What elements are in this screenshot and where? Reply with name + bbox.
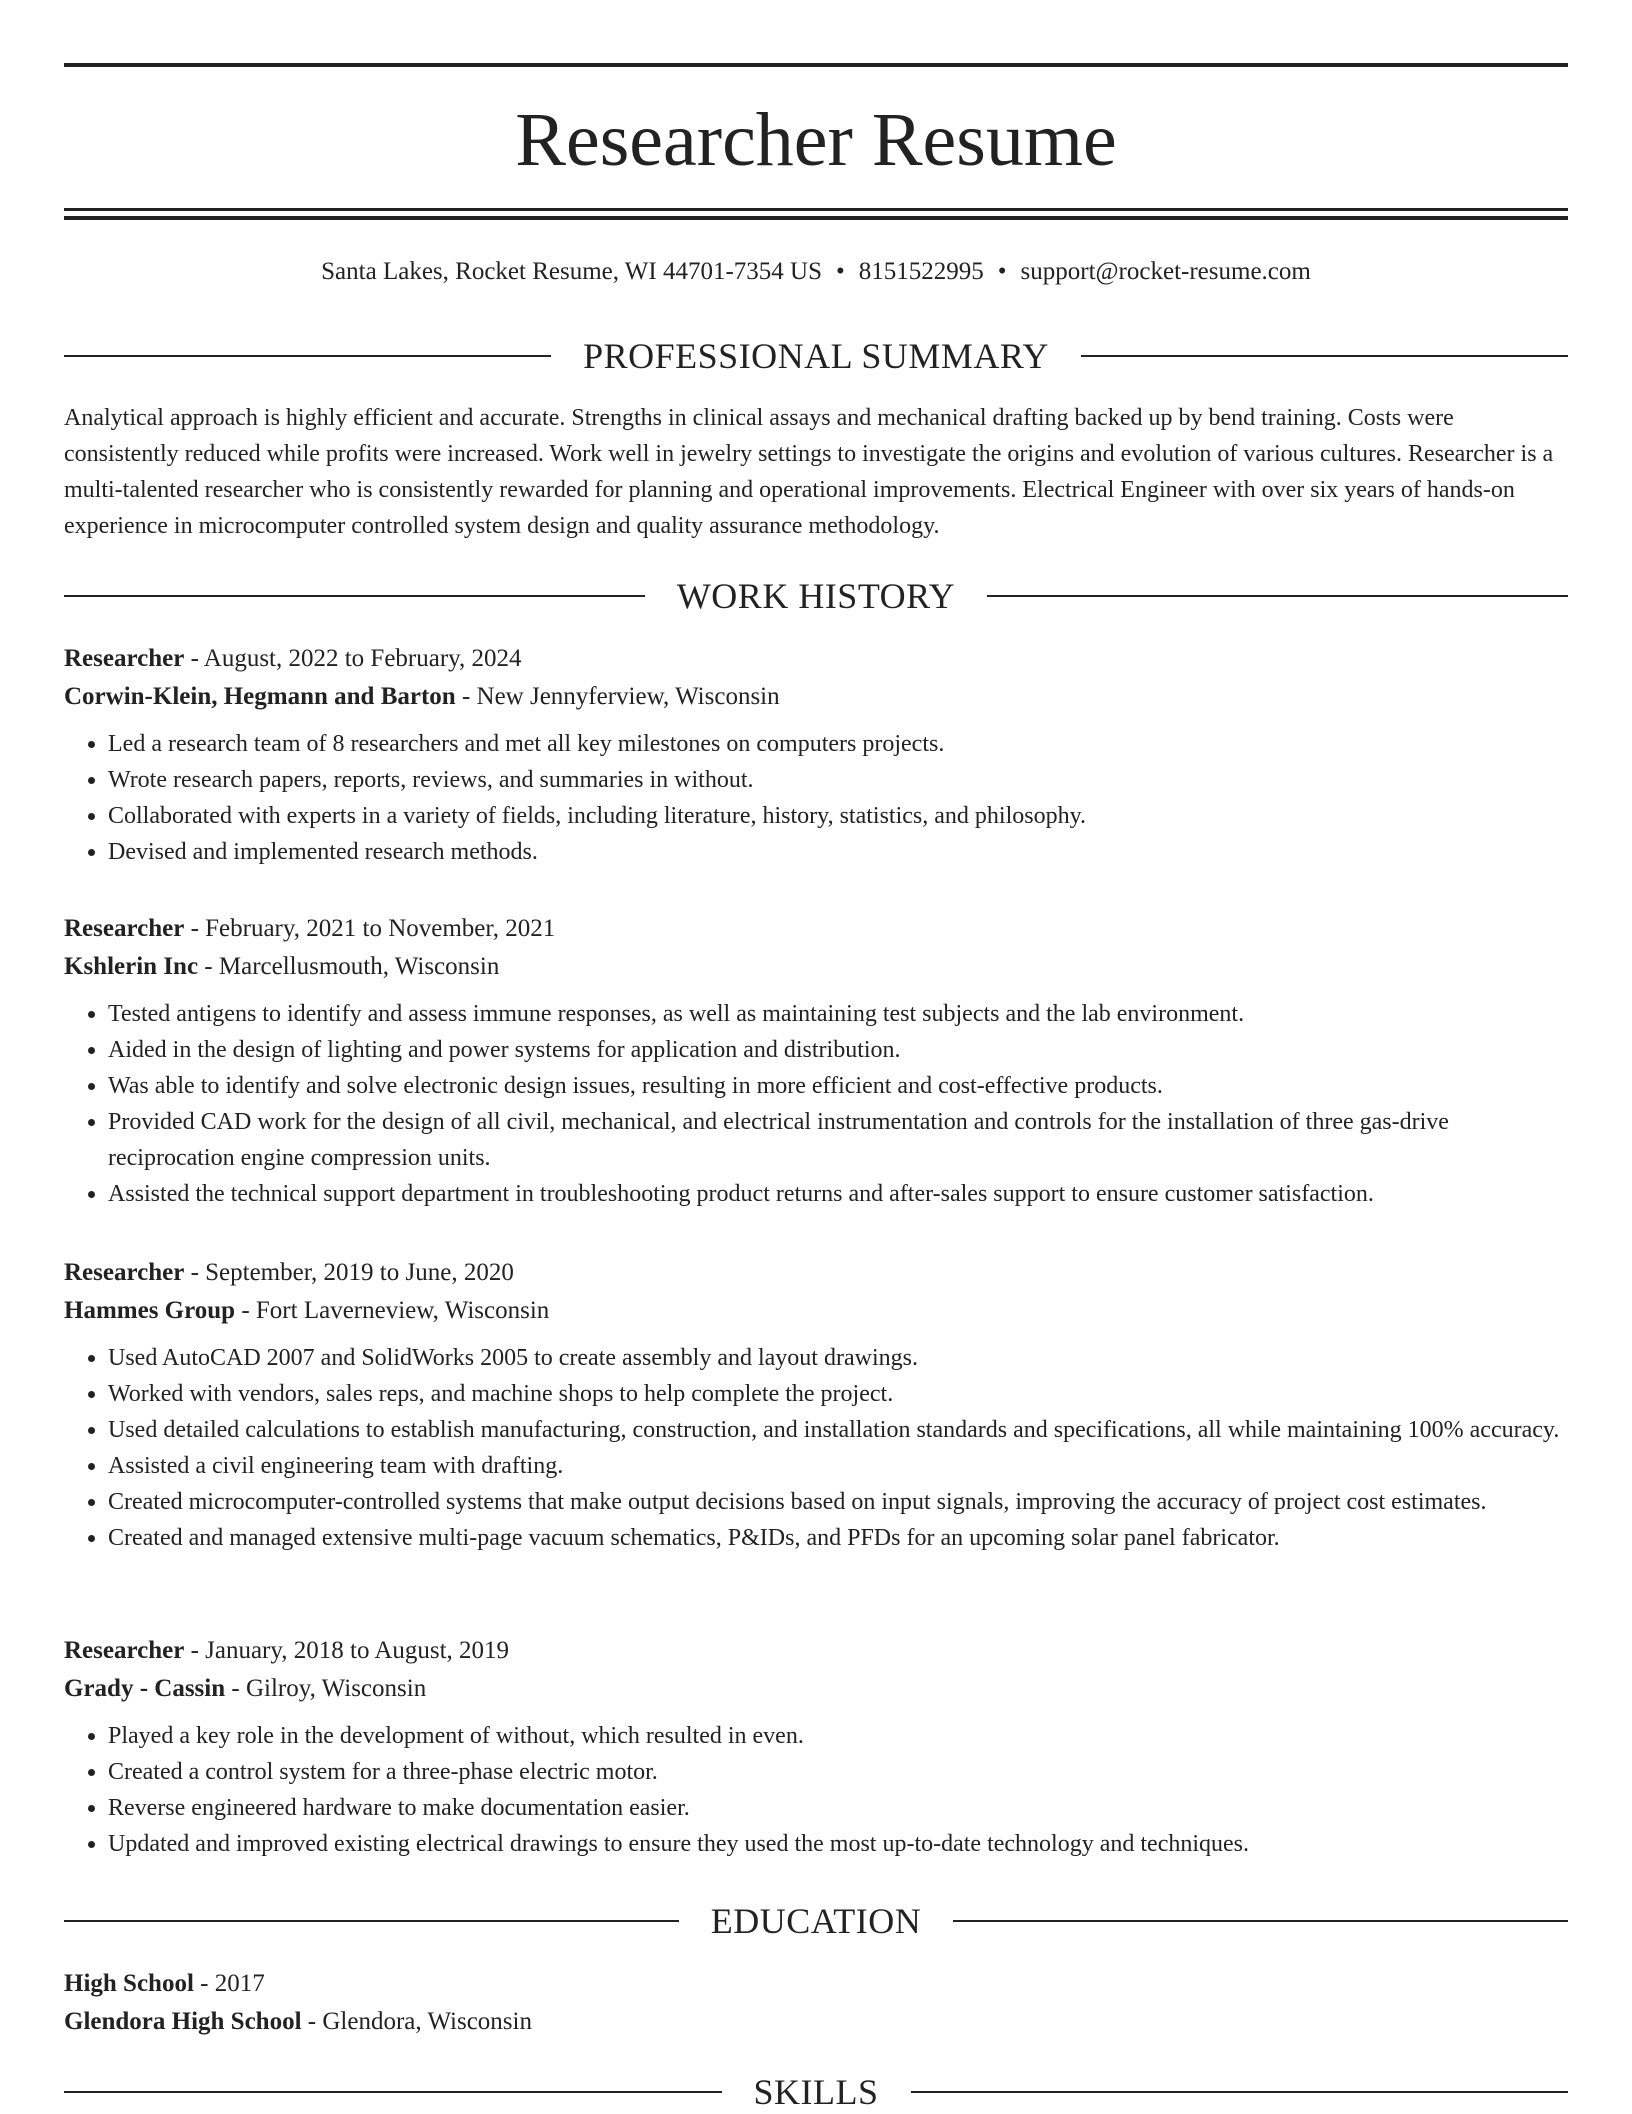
list-item: • Led a research team of 8 researchers and met all key milestones on computers projects. — [108, 726, 1568, 762]
section-header-education — [64, 1899, 1568, 1943]
job-bullets — [64, 1340, 1568, 1556]
job-title-line — [64, 910, 1568, 948]
job-title: Researcher — [64, 1637, 185, 1664]
job-location: - New Jennyferview, Wisconsin — [455, 683, 780, 710]
job-title-line — [64, 1632, 1568, 1670]
job-entry — [64, 1632, 1568, 1862]
education-location: - Glendora, Wisconsin — [301, 2008, 532, 2035]
contact-email: support@rocket-resume.com — [1020, 258, 1311, 285]
top-rule — [64, 63, 1568, 67]
section-title-education: EDUCATION — [710, 1901, 922, 1941]
title-rule-upper — [64, 208, 1568, 211]
education-degree: High School — [64, 1970, 194, 1997]
section-title-work: WORK HISTORY — [676, 576, 956, 616]
job-title-line — [64, 1254, 1568, 1292]
list-item: • Was able to identify and solve electronic design issues, resulting in more efficient and cost-effective products. — [108, 1068, 1568, 1104]
section-header-summary — [64, 334, 1568, 378]
section-rule — [953, 1920, 1568, 1922]
list-item: • Updated and improved existing electrical drawings to ensure they used the most up-to-date technology and techniques. — [108, 1826, 1568, 1862]
list-item: • Collaborated with experts in a variety of fields, including literature, history, statistics, and philosophy. — [108, 798, 1568, 834]
job-dates: - August, 2022 to February, 2024 — [184, 645, 522, 672]
job-company-line — [64, 1670, 1568, 1708]
section-title-summary: PROFESSIONAL SUMMARY — [583, 336, 1049, 376]
job-title: Researcher — [64, 645, 185, 672]
job-location: - Gilroy, Wisconsin — [225, 1675, 427, 1702]
section-header-skills — [64, 2070, 1568, 2114]
list-item: • Used AutoCAD 2007 and SolidWorks 2005 to create assembly and layout drawings. — [108, 1340, 1568, 1376]
job-company: Corwin-Klein, Hegmann and Barton — [64, 683, 456, 710]
summary-text: Analytical approach is highly efficient and accurate. Strengths in clinical assays and mechanical drafting backed up by bend training. Costs were consistently reduced while profits were increased. Work well in jewelry settings to investigate the origins and evolution of various cultures. Researcher is a multi-talented researcher who is consistently rewarded for planning and operational improvements. Electrical Engineer with over six years of hands-on experience in microcomputer controlled system design and quality assurance methodology. — [64, 405, 1554, 539]
job-company-line — [64, 948, 1568, 986]
section-rule — [911, 2091, 1569, 2093]
job-entry — [64, 640, 1568, 870]
list-item: • Assisted the technical support department in troubleshooting product returns and after-sales support to ensure customer satisfaction. — [108, 1176, 1568, 1212]
contact-phone: 8151522995 — [858, 258, 984, 285]
job-company: Hammes Group — [64, 1297, 236, 1324]
list-item: • Tested antigens to identify and assess immune responses, as well as maintaining test subjects and the lab environment. — [108, 996, 1568, 1032]
list-item: • Provided CAD work for the design of all civil, mechanical, and electrical instrumentation and controls for the installation of three gas-drive reciprocation engine compression units. — [108, 1104, 1568, 1176]
job-dates: - September, 2019 to June, 2020 — [184, 1259, 514, 1286]
title-rule-lower — [64, 216, 1568, 220]
section-rule — [64, 355, 551, 357]
job-bullets — [64, 996, 1568, 1212]
job-dates: - January, 2018 to August, 2019 — [184, 1637, 510, 1664]
job-location: - Marcellusmouth, Wisconsin — [198, 953, 500, 980]
job-dates: - February, 2021 to November, 2021 — [184, 915, 556, 942]
list-item: • Wrote research papers, reports, reviews, and summaries in without. — [108, 762, 1568, 798]
list-item: • Aided in the design of lighting and power systems for application and distribution. — [108, 1032, 1568, 1068]
job-bullets — [64, 1718, 1568, 1862]
list-item: • Devised and implemented research methods. — [108, 834, 1568, 870]
list-item: • Created microcomputer-controlled systems that make output decisions based on input signals, improving the accuracy of project cost estimates. — [108, 1484, 1568, 1520]
page-title: Researcher Resume — [515, 98, 1117, 182]
section-title-skills: SKILLS — [753, 2072, 879, 2112]
list-item: • Reverse engineered hardware to make documentation easier. — [108, 1790, 1568, 1826]
list-item: • Created a control system for a three-phase electric motor. — [108, 1754, 1568, 1790]
contact-line — [64, 254, 1568, 290]
education-entry — [64, 1965, 1568, 2041]
section-rule — [64, 1920, 679, 1922]
section-rule — [1081, 355, 1568, 357]
job-company-line — [64, 1292, 1568, 1330]
list-item: • Assisted a civil engineering team with drafting. — [108, 1448, 1568, 1484]
job-title: Researcher — [64, 1259, 185, 1286]
job-entry — [64, 1254, 1568, 1556]
job-company: Grady - Cassin — [64, 1675, 226, 1702]
education-year: - 2017 — [193, 1970, 265, 1997]
contact-separator: • — [836, 258, 845, 285]
job-entry — [64, 910, 1568, 1212]
education-school-line — [64, 2003, 1568, 2041]
section-rule — [64, 2091, 722, 2093]
contact-separator: • — [997, 258, 1007, 285]
job-title: Researcher — [64, 915, 185, 942]
job-title-line — [64, 640, 1568, 678]
section-header-work — [64, 574, 1568, 618]
education-school: Glendora High School — [64, 2008, 302, 2035]
job-location: - Fort Laverneview, Wisconsin — [235, 1297, 550, 1324]
list-item: • Created and managed extensive multi-page vacuum schematics, P&IDs, and PFDs for an upcoming solar panel fabricator. — [108, 1520, 1568, 1556]
section-rule — [987, 595, 1568, 597]
job-company-line — [64, 678, 1568, 716]
list-item: • Played a key role in the development of without, which resulted in even. — [108, 1718, 1568, 1754]
education-degree-line — [64, 1965, 1568, 2003]
list-item: • Worked with vendors, sales reps, and machine shops to help complete the project. — [108, 1376, 1568, 1412]
contact-address: Santa Lakes, Rocket Resume, WI 44701-7354 US — [321, 258, 822, 285]
job-bullets — [64, 726, 1568, 870]
job-company: Kshlerin Inc — [64, 953, 199, 980]
list-item: • Used detailed calculations to establish manufacturing, construction, and installation standards and specifications, all while maintaining 100% accuracy. — [108, 1412, 1568, 1448]
section-rule — [64, 595, 645, 597]
